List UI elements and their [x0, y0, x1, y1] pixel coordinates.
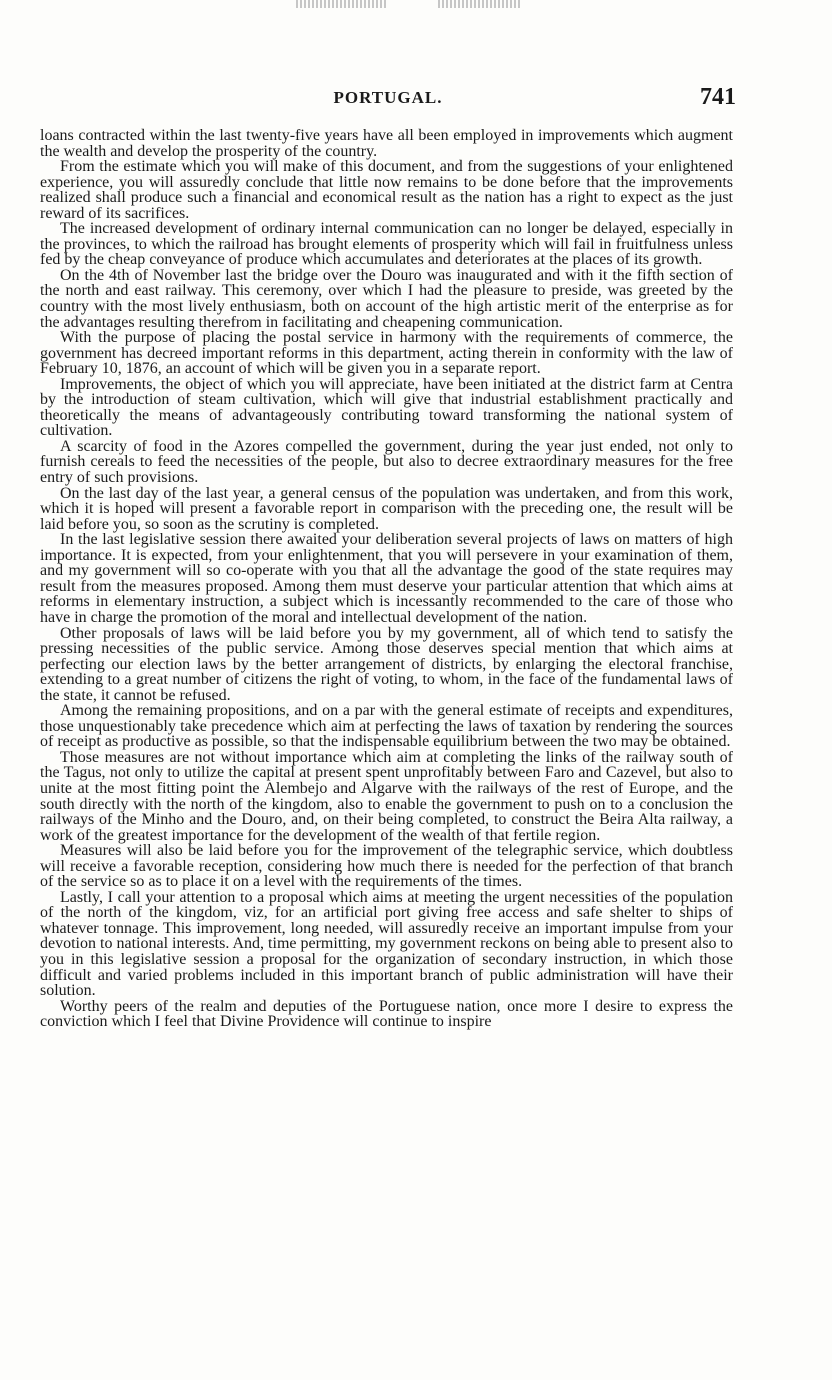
paragraph: Among the remaining propositions, and on a par with the general estimate of receipts and expenditures, those unquestionably take precedence which aim at perfecting the laws of taxation by rendering the sources of receipt as productive as possible, so that the indispensable equilibrium between the two may be obtained.	[40, 702, 733, 751]
paragraph: In the last legislative session there awaited your deliberation several projects of laws on matters of high importance. It is expected, from your enlightenment, that you will persevere in your examination of them, and my government will so co-operate with you that all the advantage the good of the state requires may result from the measures proposed. Among them must deserve your particular attention that which aims at reforms in elementary instruction, a subject which is incessantly recommended to the care of those who have in charge the promotion of the moral and intellectual development of the nation.	[40, 531, 733, 626]
body-text	[40, 128, 733, 1030]
scan-artifact	[296, 0, 388, 8]
running-title: PORTUGAL.	[333, 88, 443, 107]
paragraph: A scarcity of food in the Azores compelled the government, during the year just ended, not only to furnish cereals to feed the necessities of the people, but also to decree extraordinary measures for the free entry of such provisions.	[40, 437, 733, 487]
paragraph: Improvements, the object of which you will appreciate, have been initiated at the district farm at Centra by the introduction of steam cultivation, which will give that industrial establishment practically and theoretically the means of advantageously contributing toward transforming the national system of cultivation.	[40, 375, 733, 440]
page-number: 741	[700, 84, 736, 110]
paragraph: Lastly, I call your attention to a proposal which aims at meeting the urgent necessities of the population of the north of the kingdom, viz, for an artificial port giving free access and safe shelter to ships of whatever tonnage. This improvement, long needed, will assuredly receive an important impulse from your devotion to national interests. And, time permitting, my government reckons on being able to present also to you in this legislative session a proposal for the organization of secondary instruction, in which those difficult and varied problems included in this important branch of public administration will have their solution.	[40, 888, 733, 1000]
paragraph: Other proposals of laws will be laid before you by my government, all of which tend to satisfy the pressing necessities of the public service. Among those deserves special mention that which aims at perfecting our election laws by the better arrangement of districts, by enlarging the electoral franchise, extending to a great number of citizens the right of voting, to whom, in the face of the fundamental laws of the state, it cannot be refused.	[40, 624, 733, 704]
paragraph: With the purpose of placing the postal service in harmony with the requirements of commerce, the government has decreed important reforms in this department, acting therein in conformity with the law of February 10, 1876, an account of which will be given you in a separate report.	[40, 329, 733, 378]
paragraph: From the estimate which you will make of this document, and from the suggestions of your enlightened experience, you will assuredly conclude that little now remains to be done before that the improvements realized shall produce such a financial and economical result as the nation has a right to expect as the just reward of its sacrifices.	[40, 158, 733, 222]
scan-artifact	[438, 0, 522, 8]
page-header	[40, 84, 736, 114]
paragraph: Those measures are not without importance which aim at completing the links of the railway south of the Tagus, not only to utilize the capital at present spent unprofitably between Faro and Cazevel, but also to unite at the most fitting point the Alembejo and Algarve with the railways of the rest of Europe, and the south directly with the north of the kingdom, also to enable the government to push on to a conclusion the railways of the Minho and the Douro, and, on their being completed, to construct the Beira Alta railway, a work of the greatest importance for the development of the wealth of that fertile region.	[40, 748, 733, 844]
paragraph: On the last day of the last year, a general census of the population was undertaken, and from this work, which it is hoped will present a favorable report in comparison with the preceding one, the result will be laid before you, so soon as the scrutiny is completed.	[40, 484, 733, 533]
paragraph: Worthy peers of the realm and deputies of the Portuguese nation, once more I desire to express the conviction which I feel that Divine Providence will continue to inspire	[40, 997, 733, 1031]
paragraph: Measures will also be laid before you for the improvement of the telegraphic service, which doubtless will receive a favorable reception, considering how much there is needed for the perfection of that branch of the service so as to place it on a level with the requirements of the times.	[40, 842, 733, 891]
paragraph: The increased development of ordinary internal communication can no longer be delayed, especially in the provinces, to which the railroad has brought elements of prosperity which will fail in fruitfulness unless fed by the cheap conveyance of produce which accumulates and deteriorates at the places of its growth.	[40, 220, 733, 269]
paragraph: loans contracted within the last twenty-five years have all been employed in improvements which augment the wealth and develop the prosperity of the country.	[40, 127, 733, 160]
paragraph: On the 4th of November last the bridge over the Douro was inaugurated and with it the fifth section of the north and east railway. This ceremony, over which I had the pleasure to preside, was greeted by the country with the most lively enthusiasm, both on account of the high artistic merit of the enterprise as for the advantages resulting therefrom in facilitating and cheapening communication.	[40, 266, 733, 331]
